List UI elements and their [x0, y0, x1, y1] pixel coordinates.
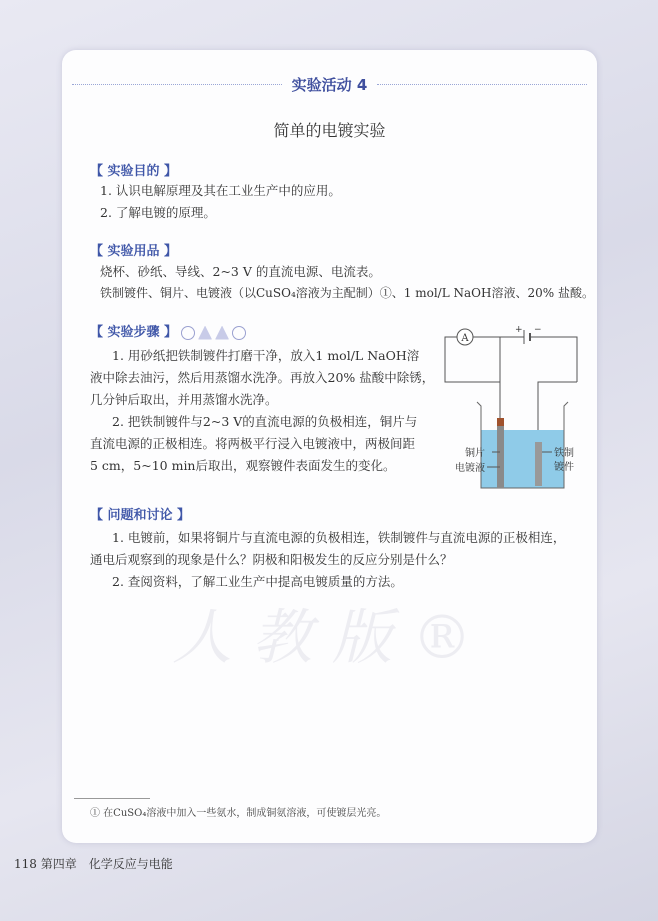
corrosive-icon — [215, 326, 229, 340]
warning-icon — [198, 326, 212, 340]
iron-piece — [535, 442, 542, 486]
step-line: 液中除去油污，然后用蒸馏水洗净。再放入20% 盐酸中除锈， — [90, 370, 435, 385]
minus-label: − — [534, 325, 542, 335]
purpose-heading: 【 实验目的 】 — [90, 164, 178, 179]
safety-icons — [181, 326, 246, 340]
steps-heading-row — [90, 321, 246, 340]
section-header — [72, 74, 587, 95]
iron-label-2: 镀件 — [554, 462, 574, 473]
iron-label: 铁制 — [554, 448, 574, 459]
discussion-line: 1. 电镀前，如果将铜片与直流电源的负极相连，铁制镀件与直流电源的正极相连， — [112, 530, 566, 545]
ammeter-label: A — [461, 333, 469, 344]
discussion-heading: 【 问题和讨论 】 — [90, 508, 191, 523]
wash-hands-icon — [232, 326, 246, 340]
page-card — [62, 50, 597, 843]
discussion-line: 通电后观察到的现象是什么？阴极和阳极发生的反应分别是什么？ — [90, 552, 453, 567]
materials-heading: 【 实验用品 】 — [90, 244, 178, 259]
watermark: 人教版® — [172, 603, 492, 673]
purpose-item: 1. 认识电解原理及其在工业生产中的应用。 — [100, 183, 341, 198]
solution-label: 电镀液 — [455, 463, 485, 474]
purpose-item: 2. 了解电镀的原理。 — [100, 205, 216, 220]
goggles-icon — [181, 326, 195, 340]
step-line: 5 cm，5~10 min后取出，观察镀件表面发生的变化。 — [90, 458, 396, 473]
footnote-divider — [74, 798, 150, 799]
step-line: 几分钟后取出，并用蒸馏水洗净。 — [90, 392, 278, 407]
copper-plate — [497, 418, 504, 488]
page-footer: 118 第四章 化学反应与电能 — [14, 857, 173, 871]
page-title: 简单的电镀实验 — [273, 121, 386, 140]
plating-solution — [481, 430, 564, 488]
step-line: 直流电源的正极相连。将两极平行浸入电镀液中，两极间距 — [90, 436, 416, 451]
copper-label: 铜片 — [465, 448, 485, 459]
activity-title: 实验活动 4 — [291, 76, 368, 94]
plus-label: + — [515, 325, 523, 335]
discussion-line: 2. 查阅资料，了解工业生产中提高电镀质量的方法。 — [112, 574, 403, 589]
materials-line: 铁制镀件、铜片、电镀液（以CuSO₄溶液为主配制）①、1 mol/L NaOH溶液、20% 盐酸。 — [100, 286, 594, 300]
steps-heading: 【 实验步骤 】 — [90, 325, 178, 340]
materials-line: 烧杯、砂纸、导线、2~3 V 的直流电源、电流表。 — [100, 264, 381, 279]
footnote: ① 在CuSO₄溶液中加入一些氨水，制成铜氨溶液，可使镀层光亮。 — [90, 808, 387, 819]
electroplating-diagram — [437, 322, 587, 492]
step-line: 1. 用砂纸把铁制镀件打磨干净，放入1 mol/L NaOH溶 — [112, 348, 420, 363]
step-line: 2. 把铁制镀件与2~3 V的直流电源的负极相连，铜片与 — [112, 414, 418, 429]
